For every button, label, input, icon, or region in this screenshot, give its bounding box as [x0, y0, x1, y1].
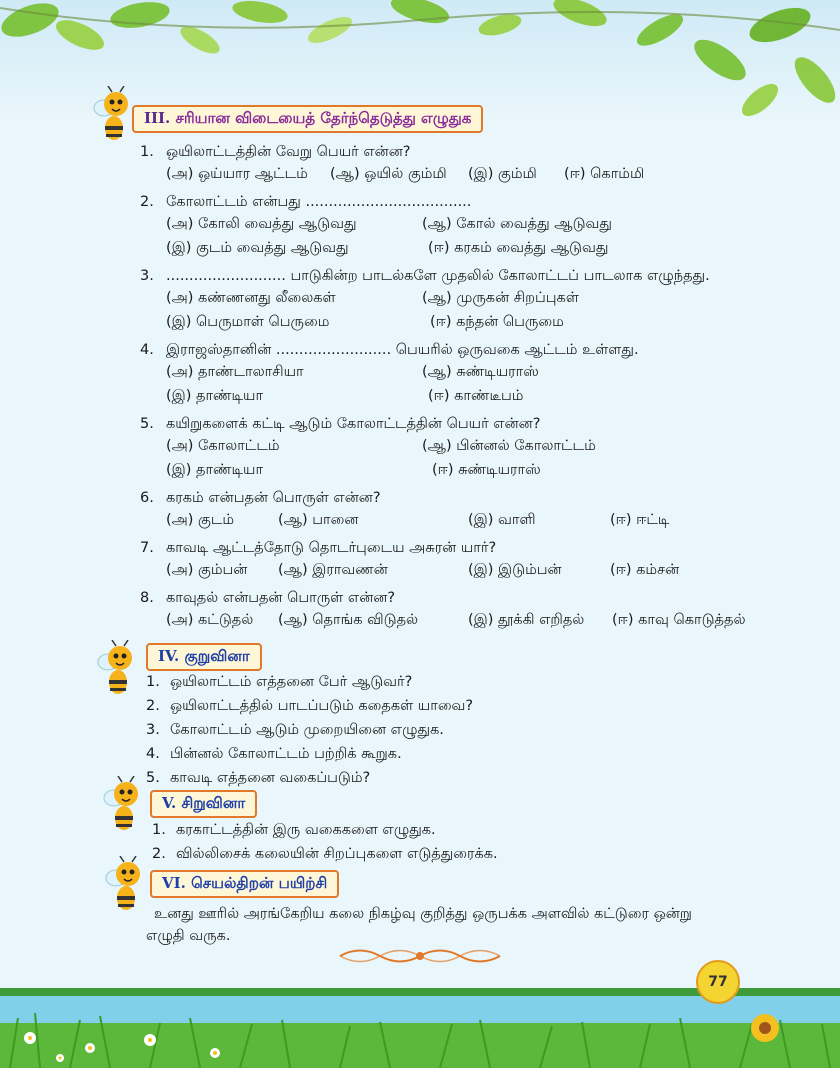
section-iv-heading	[146, 643, 262, 671]
option-aa: (ஆ) பானை	[278, 512, 359, 528]
option-aa: (ஆ) கோல் வைத்து ஆடுவது	[422, 216, 613, 232]
option-a: (அ) கண்ணனது லீலைகள்	[166, 290, 336, 306]
bee-mascot-icon	[88, 86, 134, 144]
question-number: 5.	[140, 416, 154, 432]
option-a: (அ) கட்டுதல்	[166, 612, 254, 628]
option-ii: (ஈ) காவு கொடுத்தல்	[612, 612, 746, 628]
question-number: 2.	[140, 194, 154, 210]
question-number: 7.	[140, 540, 154, 556]
option-ii: (ஈ) காண்டீபம்	[428, 388, 524, 404]
ornament-divider-icon	[330, 945, 510, 967]
question-number: 2.	[152, 846, 166, 862]
question-text: கோலாட்டம் ஆடும் முறையினை எழுதுக.	[170, 722, 444, 738]
section-vi-heading	[150, 870, 339, 898]
question-text: காவுதல் என்பதன் பொருள் என்ன?	[166, 590, 396, 606]
option-aa: (ஆ) ஒயில் கும்மி	[330, 166, 447, 182]
question-text: கயிறுகளைக் கட்டி ஆடும் கோலாட்டத்தின் பெயர் என்ன?	[166, 416, 541, 432]
bee-mascot-icon	[92, 640, 138, 698]
option-a: (அ) தாண்டாலாசியா	[166, 364, 304, 380]
question-text: கரகம் என்பதன் பொருள் என்ன?	[166, 490, 381, 506]
section-number: III.	[144, 109, 171, 127]
option-i: (இ) குடம் வைத்து ஆடுவது	[166, 240, 349, 256]
question-text: ஒயிலாட்டத்தின் வேறு பெயர் என்ன?	[166, 144, 411, 160]
question-number: 1.	[140, 144, 154, 160]
question-text: காவடி ஆட்டத்தோடு தொடர்புடைய அசுரன் யார்?	[166, 540, 497, 556]
activity-text-line-1: உனது ஊரில் அரங்கேறிய கலை நிகழ்வு குறித்து ஒருபக்க அளவில் கட்டுரை ஒன்று	[154, 906, 692, 922]
section-iii-heading	[132, 105, 483, 133]
option-aa: (ஆ) முருகன் சிறப்புகள்	[422, 290, 579, 306]
question-text: பின்னல் கோலாட்டம் பற்றிக் கூறுக.	[170, 746, 402, 762]
option-a: (அ) கோலாட்டம்	[166, 438, 280, 454]
question-number: 1.	[146, 674, 160, 690]
bee-mascot-icon	[100, 856, 146, 914]
option-i: (இ) வாளி	[468, 512, 536, 528]
section-number: V.	[162, 794, 177, 812]
question-text: ஒயிலாட்டம் எத்தனை பேர் ஆடுவர்?	[170, 674, 413, 690]
question-text: கரகாட்டத்தின் இரு வகைகளை எழுதுக.	[176, 822, 436, 838]
question-number: 3.	[140, 268, 154, 284]
question-number: 3.	[146, 722, 160, 738]
question-number: 1.	[152, 822, 166, 838]
question-number: 2.	[146, 698, 160, 714]
option-i: (இ) தூக்கி எறிதல்	[468, 612, 585, 628]
option-ii: (ஈ) கரகம் வைத்து ஆடுவது	[428, 240, 609, 256]
section-title: குறுவினா	[184, 647, 250, 665]
question-text: கோலாட்டம் என்பது ....................................	[166, 194, 472, 210]
page-number: 77	[696, 960, 740, 1004]
section-number: VI.	[162, 874, 186, 892]
bee-mascot-icon	[98, 776, 144, 834]
section-title: சரியான விடையைத் தேர்ந்தெடுத்து எழுதுக	[175, 109, 472, 127]
question-text: .......................... பாடுகின்ற பாடல்களே முதலில் கோலாட்டப் பாடலாக எழுந்தது.	[166, 268, 710, 284]
question-text: ஒயிலாட்டத்தில் பாடப்படும் கதைகள் யாவை?	[170, 698, 474, 714]
option-i: (இ) தாண்டியா	[166, 462, 264, 478]
option-ii: (ஈ) சுண்டியராஸ்	[432, 462, 541, 478]
question-text: இராஜஸ்தானின் ......................... பெயரில் ஒருவகை ஆட்டம் உள்ளது.	[166, 342, 639, 358]
question-text: வில்லிசைக் கலையின் சிறப்புகளை எடுத்துரைக்க.	[176, 846, 498, 862]
section-title: செயல்திறன் பயிற்சி	[191, 874, 328, 892]
option-aa: (ஆ) சுண்டியராஸ்	[422, 364, 539, 380]
section-v-heading	[150, 790, 257, 818]
option-ii: (ஈ) கந்தன் பெருமை	[430, 314, 564, 330]
question-number: 4.	[140, 342, 154, 358]
question-number: 8.	[140, 590, 154, 606]
option-i: (இ) இடும்பன்	[468, 562, 562, 578]
question-number: 6.	[140, 490, 154, 506]
option-ii: (ஈ) ஈட்டி	[610, 512, 670, 528]
option-a: (அ) ஒய்யார ஆட்டம்	[166, 166, 308, 182]
option-ii: (ஈ) கொம்மி	[564, 166, 645, 182]
option-i: (இ) பெருமாள் பெருமை	[166, 314, 330, 330]
activity-text-line-2: எழுதி வருக.	[146, 928, 231, 944]
section-number: IV.	[158, 647, 180, 665]
section-title: சிறுவினா	[181, 794, 246, 812]
option-a: (அ) குடம்	[166, 512, 235, 528]
question-text: காவடி எத்தனை வகைப்படும்?	[170, 770, 371, 786]
option-i: (இ) தாண்டியா	[166, 388, 264, 404]
question-number: 5.	[146, 770, 160, 786]
option-aa: (ஆ) பின்னல் கோலாட்டம்	[422, 438, 596, 454]
option-a: (அ) கோலி வைத்து ஆடுவது	[166, 216, 357, 232]
option-i: (இ) கும்மி	[468, 166, 537, 182]
option-a: (அ) கும்பன்	[166, 562, 248, 578]
option-ii: (ஈ) கம்சன்	[610, 562, 680, 578]
option-aa: (ஆ) இராவணன்	[278, 562, 388, 578]
option-aa: (ஆ) தொங்க விடுதல்	[278, 612, 419, 628]
question-number: 4.	[146, 746, 160, 762]
